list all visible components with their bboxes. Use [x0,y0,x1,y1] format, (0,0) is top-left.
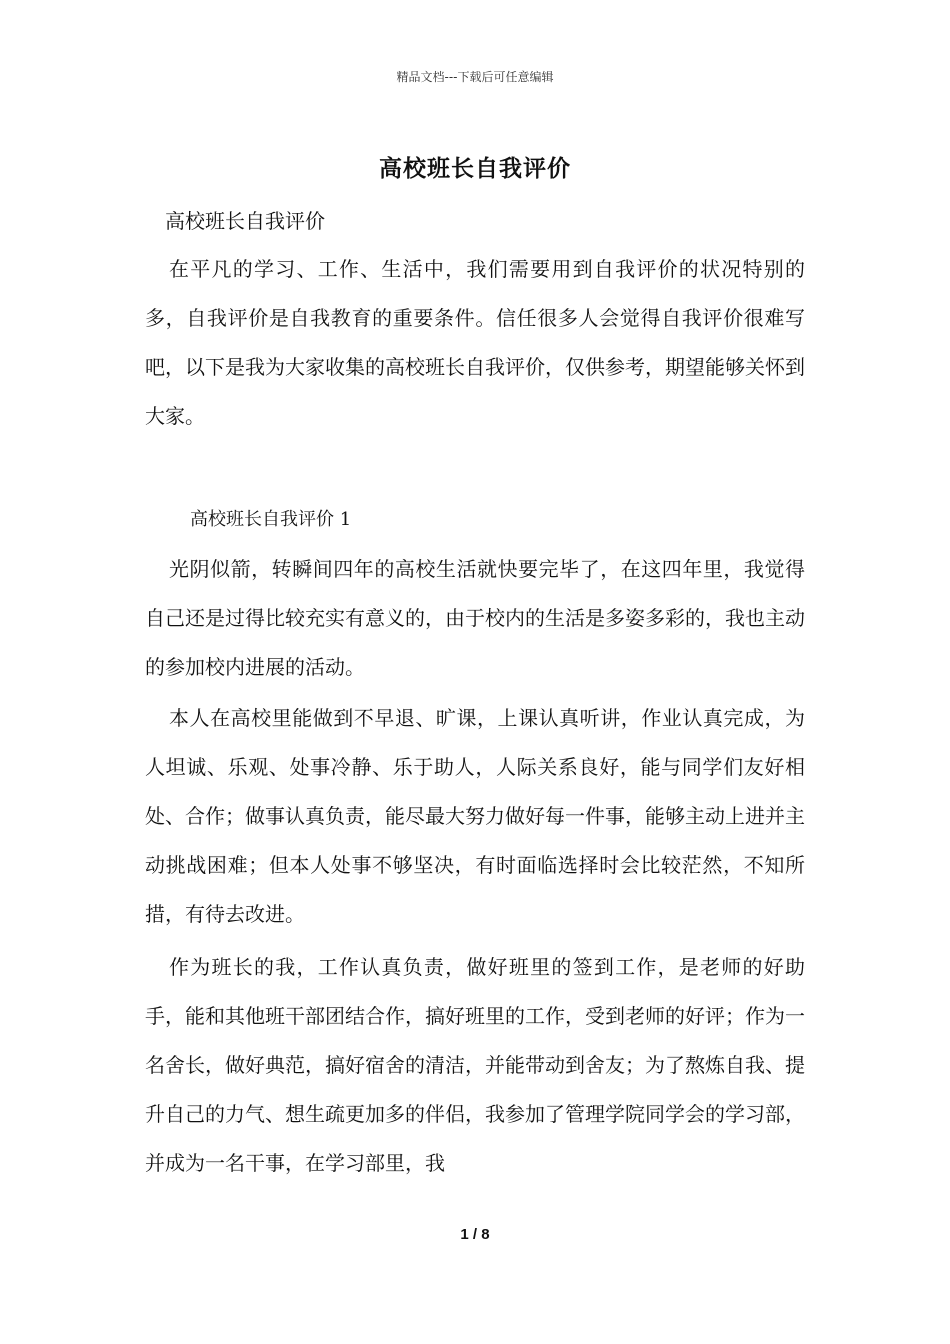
page-header: 精品文档---下载后可任意编辑 [396,70,554,84]
document-title: 高校班长自我评价 [379,155,571,182]
body-paragraph-2: 本人在高校里能做到不早退、旷课，上课认真听讲，作业认真完成，为人坦诚、乐观、处事冷静、乐于助人，人际关系良好，能与同学们友好相处、合作；做事认真负责，能尽最大努力做好每一件事，能够主动上进并主动挑战困难；但本人处事不够坚决，有时面临选择时会比较茫然，不知所措，有待去改进。 [145,706,805,926]
body-paragraph-1: 光阴似箭，转瞬间四年的高校生活就快要完毕了，在这四年里，我觉得自己还是过得比较充实有意义的，由于校内的生活是多姿多彩的，我也主动的参加校内进展的活动。 [145,557,805,679]
body-paragraph-3: 作为班长的我，工作认真负责，做好班里的签到工作，是老师的好助手，能和其他班干部团结合作，搞好班里的工作，受到老师的好评；作为一名舍长，做好典范，搞好宿舍的清洁，并能带动到舍友；为了熬炼自我、提升自己的力气、想生疏更加多的伴侣，我参加了管理学院同学会的学习部，并成为一名干事，在学习部里，我 [145,955,805,1175]
intro-paragraph: 在平凡的学习、工作、生活中，我们需要用到自我评价的状况特别的多，自我评价是自我教育的重要条件。信任很多人会觉得自我评价很难写吧，以下是我为大家收集的高校班长自我评价，仅供参考，期望能够关怀到大家。 [145,257,805,428]
page-number: 1 / 8 [460,1226,490,1243]
section-heading: 高校班长自我评价 1 [190,509,352,530]
document-subtitle: 高校班长自我评价 [165,209,325,233]
